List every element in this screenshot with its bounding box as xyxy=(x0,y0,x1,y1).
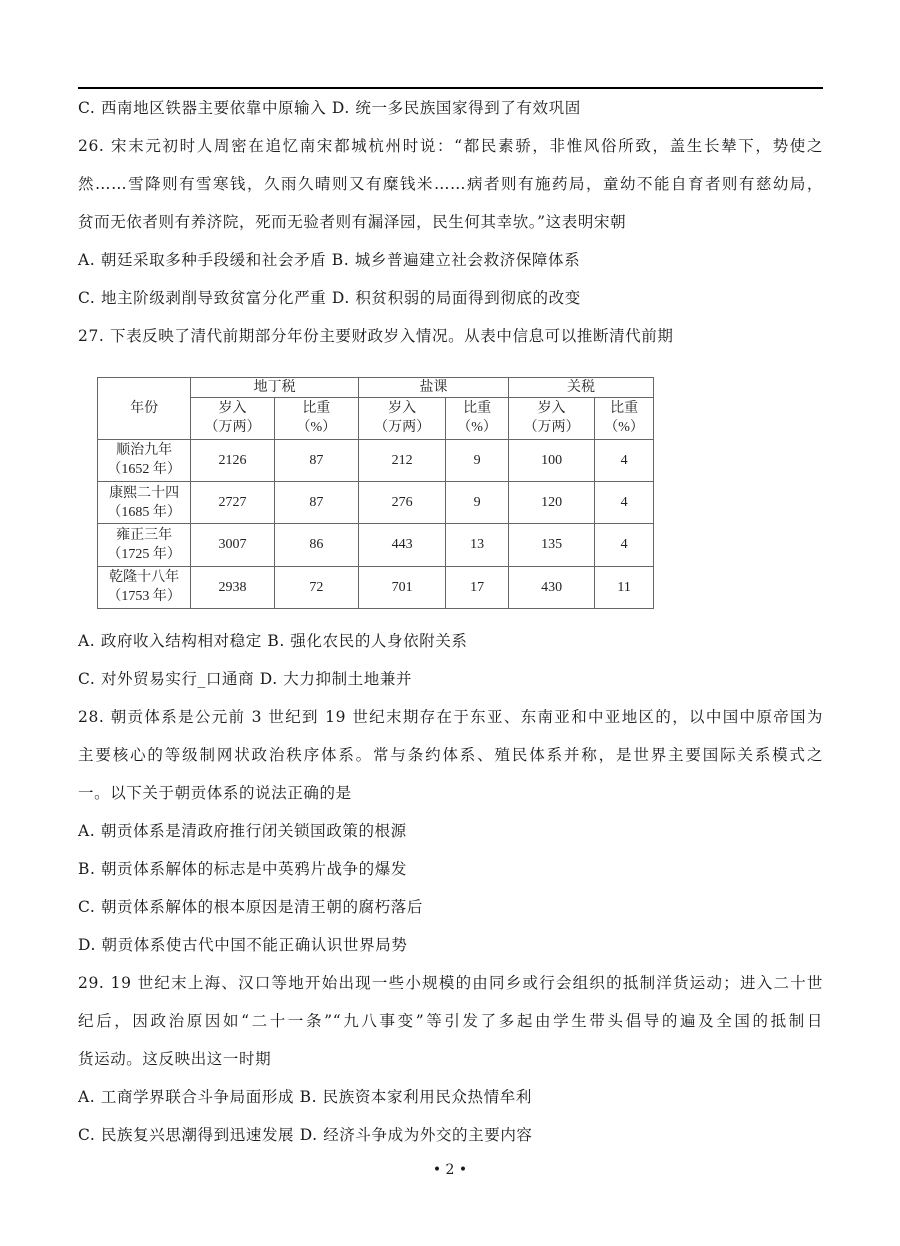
sub-header-income: 岁入 （万两） xyxy=(359,398,446,439)
cell: 2126 xyxy=(191,439,274,481)
cell: 2727 xyxy=(191,481,274,523)
question-28-stem-line-2: 主要核心的等级制网状政治秩序体系。常与条约体系、殖民体系并称，是世界主要国际关系模式之 xyxy=(78,746,823,764)
cell: 86 xyxy=(274,524,358,566)
sub-header-income: 岁入 （万两） xyxy=(191,398,274,439)
question-28-option-c: C. 朝贡体系解体的根本原因是清王朝的腐朽落后 xyxy=(78,898,423,916)
cell: 13 xyxy=(446,524,509,566)
cell: 701 xyxy=(359,566,446,608)
question-29-options-ab: A. 工商学界联合斗争局面形成 B. 民族资本家利用民众热情牟利 xyxy=(78,1088,532,1106)
question-28-stem-line-3: 一。以下关于朝贡体系的说法正确的是 xyxy=(78,784,352,802)
cell: 11 xyxy=(595,566,654,608)
year-header: 年份 xyxy=(98,378,191,440)
cell: 430 xyxy=(508,566,594,608)
question-28-option-a: A. 朝贡体系是清政府推行闭关锁国政策的根源 xyxy=(78,822,407,840)
question-29-stem-line-3: 货运动。这反映出这一时期 xyxy=(78,1050,272,1068)
cell: 17 xyxy=(446,566,509,608)
cell: 4 xyxy=(595,481,654,523)
sub-header-income: 岁入 （万两） xyxy=(508,398,594,439)
table-row xyxy=(98,481,654,523)
question-29-options-cd: C. 民族复兴思潮得到迅速发展 D. 经济斗争成为外交的主要内容 xyxy=(78,1126,533,1144)
table-row xyxy=(98,566,654,608)
option-c-25: C. 西南地区铁器主要依靠中原输入 D. 统一多民族国家得到了有效巩固 xyxy=(78,99,581,117)
cell: 3007 xyxy=(191,524,274,566)
cell: 212 xyxy=(359,439,446,481)
sub-header-ratio: 比重 （%） xyxy=(274,398,358,439)
cell: 4 xyxy=(595,439,654,481)
cell: 100 xyxy=(508,439,594,481)
page-number: • 2 • xyxy=(432,1162,468,1178)
cell: 9 xyxy=(446,439,509,481)
cell: 120 xyxy=(508,481,594,523)
row-year: 乾隆十八年 （1753 年） xyxy=(98,566,191,608)
fiscal-revenue-table xyxy=(97,377,654,609)
cell: 135 xyxy=(508,524,594,566)
row-year: 顺治九年 （1652 年） xyxy=(98,439,191,481)
question-26-stem-line-1: 26. 宋末元初时人周密在追忆南宋都城杭州时说：“都民素骄，非惟风俗所致，盖生长辇下，势使之 xyxy=(78,137,823,155)
cell: 4 xyxy=(595,524,654,566)
group-header-customs: 关税 xyxy=(508,378,653,398)
row-year: 雍正三年 （1725 年） xyxy=(98,524,191,566)
question-29-stem-line-1: 29. 19 世纪末上海、汉口等地开始出现一些小规模的由同乡或行会组织的抵制洋货运动；进入二十世 xyxy=(78,974,823,992)
question-26-options-ab: A. 朝廷采取多种手段缓和社会矛盾 B. 城乡普遍建立社会救济保障体系 xyxy=(78,251,581,269)
group-header-land-tax: 地丁税 xyxy=(191,378,359,398)
cell: 9 xyxy=(446,481,509,523)
question-26-stem-line-3: 贫而无依者则有养济院，死而无验者则有漏泽园，民生何其幸欤。”这表明宋朝 xyxy=(78,213,627,231)
question-26-stem-line-2: 然……雪降则有雪寒钱，久雨久晴则又有糜钱米……病者则有施药局，童幼不能自育者则有慈幼局， xyxy=(78,175,823,193)
cell: 87 xyxy=(274,481,358,523)
group-header-salt-tax: 盐课 xyxy=(359,378,509,398)
cell: 87 xyxy=(274,439,358,481)
question-26-options-cd: C. 地主阶级剥削导致贫富分化严重 D. 积贫积弱的局面得到彻底的改变 xyxy=(78,289,581,307)
cell: 276 xyxy=(359,481,446,523)
cell: 72 xyxy=(274,566,358,608)
question-27-options-ab: A. 政府收入结构相对稳定 B. 强化农民的人身依附关系 xyxy=(78,632,468,650)
question-28-option-b: B. 朝贡体系解体的标志是中英鸦片战争的爆发 xyxy=(78,860,407,878)
question-27-stem: 27. 下表反映了清代前期部分年份主要财政岁入情况。从表中信息可以推断清代前期 xyxy=(78,327,674,345)
sub-header-ratio: 比重 （%） xyxy=(446,398,509,439)
cell: 443 xyxy=(359,524,446,566)
question-29-stem-line-2: 纪后，因政治原因如“二十一条”“九八事变”等引发了多起由学生带头倡导的遍及全国的抵制日 xyxy=(78,1012,823,1030)
table-row xyxy=(98,524,654,566)
question-28-stem-line-1: 28. 朝贡体系是公元前 3 世纪到 19 世纪末期存在于东亚、东南亚和中亚地区的，以中国中原帝国为 xyxy=(78,708,823,726)
row-year: 康熙二十四 （1685 年） xyxy=(98,481,191,523)
question-28-option-d: D. 朝贡体系使古代中国不能正确认识世界局势 xyxy=(78,936,408,954)
sub-header-ratio: 比重 （%） xyxy=(595,398,654,439)
table-row xyxy=(98,439,654,481)
header-rule xyxy=(78,87,823,89)
cell: 2938 xyxy=(191,566,274,608)
question-27-options-cd: C. 对外贸易实行_口通商 D. 大力抑制土地兼并 xyxy=(78,670,413,688)
